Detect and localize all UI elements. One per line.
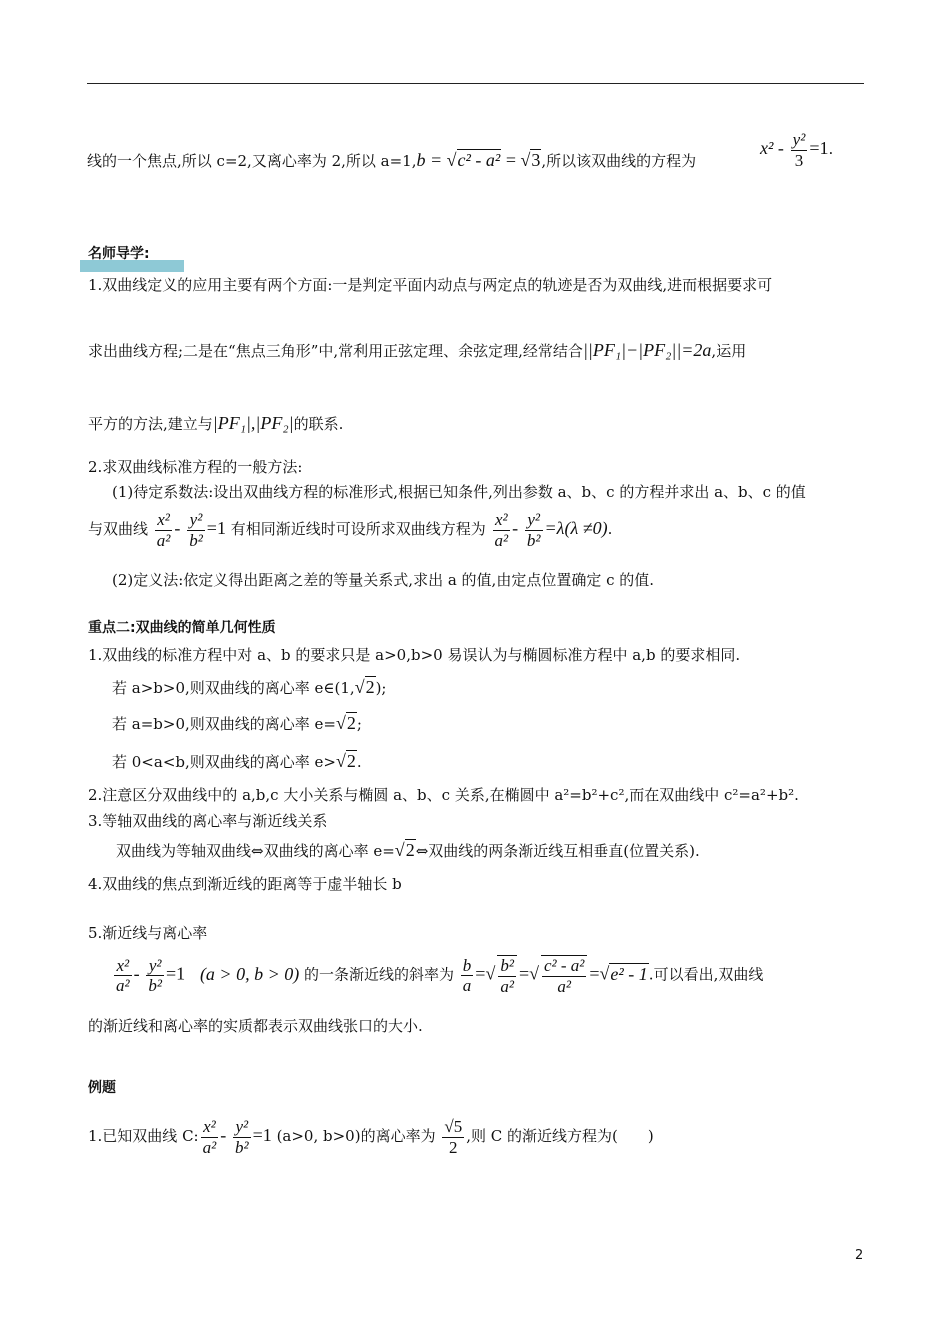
frac-y2-b2-c (146, 956, 164, 996)
key2-item1b: 若 a=b>0,则双曲线的离心率 e=√2; (112, 713, 362, 733)
frac-x2-a2 (155, 510, 173, 550)
frac-num: b² (500, 956, 514, 975)
i1a-post: ); (375, 679, 387, 697)
page-number: 2 (855, 1248, 864, 1263)
p2-1b-end: . (607, 520, 613, 539)
frac-den: a² (202, 1137, 217, 1157)
frac-num: x² (114, 956, 132, 977)
guide-p2-1: (1)待定系数法:设出双曲线方程的标准形式,根据已知条件,列出参数 a、b、c 的方程并求出 a、b、c 的值 (112, 483, 806, 501)
frac-x2-a2-c (114, 956, 132, 996)
frac-b-a (461, 956, 474, 996)
example-q1: 1.已知双曲线 C: $\frac{\text{x²}}{\text{a²}}$ - $\frac{\text{y²}}{\text{b²}}$ =1 (a>0, b>0)的离心率为 $\frac{√5}{2}$ ,则 C 的渐近线方程为( ) (88, 1117, 654, 1157)
example-heading: 例题 (88, 1080, 116, 1096)
guide-p2-2: (2)定义法:依定义得出距离之差的等量关系式,求出 a 的值,由定点位置确定 c 的值. (112, 571, 655, 589)
i5-cond: (a > 0, b > 0) (199, 963, 300, 984)
key2-item5: 5.渐近线与离心率 (88, 924, 208, 942)
frac-num: y² (233, 1117, 251, 1138)
key2-item1a: 若 a>b>0,则双曲线的离心率 e∈(1,√2); (112, 677, 387, 697)
frac-den: b² (148, 976, 162, 996)
frac-b2-a2 (497, 955, 517, 996)
frac-num: x² (155, 510, 173, 531)
p1-line3a: 平方的方法,建立与 (88, 415, 213, 433)
eq-equals: = (501, 150, 521, 170)
top-line: 线的一个焦点,所以 c=2,又离心率为 2,所以 a=1,b = √c² - a² = √3,所以该双曲线的方程为 (87, 150, 697, 170)
i5-text: 的一条渐近线的斜率为 (304, 965, 455, 984)
i1c-rad: 2 (346, 751, 356, 771)
key2-item2: 2.注意区分双曲线中的 a,b,c 大小关系与椭圆 a、b、c 关系,在椭圆中 a²=b²+c²,而在双曲线中 c²=a²+b². (88, 786, 799, 804)
frac-y2-b2 (187, 510, 205, 550)
key2-item5-line2: 的渐近线和离心率的实质都表示双曲线张口的大小. (88, 1017, 423, 1035)
i1b-pre: 若 a=b>0,则双曲线的离心率 e= (112, 715, 336, 733)
frac-num: b (462, 955, 472, 975)
i3a-post: ⇔双曲线的两条渐近线互相垂直(位置关系). (415, 842, 700, 860)
p1-line2b: ,运用 (711, 342, 747, 360)
guide-p2-title: 2.求双曲线标准方程的一般方法: (88, 458, 303, 476)
frac-num: y² (525, 510, 543, 531)
eq-sqrt3: 3 (531, 150, 541, 170)
top-text-b: ,所以该双曲线的方程为 (541, 152, 697, 170)
guide-heading: 名师导学: (88, 246, 150, 262)
frac-num: x² (201, 1117, 219, 1138)
key2-item1: 1.双曲线的标准方程中对 a、b 的要求只是 a>0,b>0 易误认为与椭圆标准方程中 a,b 的要求相同. (88, 646, 741, 664)
frac-num: y² (146, 956, 164, 977)
p2-1b-lambda: =λ(λ ≠0) (544, 518, 608, 539)
p1-line3b: 的联系. (293, 415, 344, 433)
frac-c2-a2 (541, 955, 587, 996)
frac-den: 2 (449, 1137, 458, 1157)
key2-item3a: 双曲线为等轴双曲线⇔双曲线的离心率 e=√2⇔双曲线的两条渐近线互相垂直(位置关系). (116, 840, 700, 860)
key2-item3: 3.等轴双曲线的离心率与渐近线关系 (88, 812, 328, 830)
i1a-rad: 2 (365, 677, 375, 697)
frac-y2-b2-d (233, 1117, 251, 1157)
frac-num: c² - a² (543, 956, 585, 975)
eq-frac-y2-3 (791, 130, 808, 170)
q1-mid: (a>0, b>0)的离心率为 (276, 1127, 436, 1146)
frac-y2-b2-b (525, 510, 543, 550)
frac-den: a² (557, 976, 571, 996)
eq-period: . (828, 140, 834, 159)
eq-end: =1 (809, 138, 829, 159)
eq-den: 3 (794, 150, 804, 170)
i1b-rad: 2 (346, 713, 356, 733)
frac-x2-a2-b (493, 510, 511, 550)
frac-den: a² (500, 976, 514, 996)
i3a-rad: 2 (405, 840, 415, 860)
frac-num: √5 (444, 1117, 463, 1136)
frac-num: x² (493, 510, 511, 531)
eq-x2: x² - (760, 138, 784, 159)
frac-den: a² (156, 530, 171, 550)
frac-sqrt5-2 (442, 1117, 464, 1157)
header-rule (87, 83, 864, 84)
frac-den: b² (235, 1137, 249, 1157)
frac-num: y² (187, 510, 205, 531)
frac-den: b² (526, 530, 541, 550)
eq-b: b = (416, 150, 447, 170)
i5-tail: .可以看出,双曲线 (648, 965, 764, 984)
e2-minus-1: e² - 1 (610, 963, 648, 984)
i1a-pre: 若 a>b>0,则双曲线的离心率 e∈(1, (112, 679, 355, 697)
eq-num: y² (792, 130, 806, 149)
i1b-post: ; (356, 715, 362, 733)
key2-item4: 4.双曲线的焦点到渐近线的距离等于虚半轴长 b (88, 875, 402, 893)
key2-item1c: 若 0<a<b,则双曲线的离心率 e>√2. (112, 751, 362, 771)
p1-line3-eq: |PF₁|,|PF₂| (212, 413, 294, 433)
p2-1b-b: 有相同渐近线时可设所求双曲线方程为 (230, 520, 486, 539)
guide-p2-1b: 与双曲线 $\frac{\text{x²}}{\text{a²}}$ - $\frac{\text{y²}}{\text{b²}}$ =1 有相同渐近线时可设所求双曲线方程为 $\frac{\text{x²}}{\text{a²}}$ - $\frac{\text{y²}}{\text{b²}}$ =λ(λ ≠0). (88, 510, 613, 550)
top-equation (760, 130, 833, 170)
q1-post: ,则 C 的渐近线方程为( ) (466, 1127, 654, 1146)
i1c-pre: 若 0<a<b,则双曲线的离心率 e> (112, 753, 336, 771)
key2-heading: 重点二:双曲线的简单几何性质 (88, 620, 276, 636)
p1-line2-eq: ||PF₁|−|PF₂||=2a (582, 340, 712, 360)
frac-den: a² (494, 530, 509, 550)
frac-x2-a2-d (201, 1117, 219, 1157)
q1-pre: 1.已知双曲线 C: (88, 1127, 199, 1146)
frac-den: b² (189, 530, 203, 550)
eq-radicand: c² - a² (457, 150, 501, 170)
p1-line2a: 求出曲线方程;二是在“焦点三角形”中,常利用正弦定理、余弦定理,经常结合 (88, 342, 583, 360)
top-text-a: 线的一个焦点,所以 c=2,又离心率为 2,所以 a=1, (87, 152, 417, 170)
guide-p1-line3 (88, 413, 343, 435)
guide-p1-line2 (88, 340, 746, 362)
i3a-pre: 双曲线为等轴双曲线⇔双曲线的离心率 e= (116, 842, 395, 860)
frac-den: a² (116, 976, 130, 996)
i1c-post: . (356, 753, 362, 771)
frac-den: a (462, 976, 472, 996)
p2-1b-a: 与双曲线 (88, 520, 149, 539)
key2-item5-eq: $\frac{\text{x²}}{\text{a²}}$ - $\frac{\text{y²}}{\text{b²}}$ =1 (a > 0, b > 0) 的一条渐近线的斜率为 $\frac{b}{a}$ =√ $\frac{\text{b²}}{\text{a²}}$ =√ $\frac{\text{c² - a²}}{\text{a²}}$ =√e² - 1.可以看出,双曲线 (116, 955, 764, 996)
guide-p1-line1: 1.双曲线定义的应用主要有两个方面:一是判定平面内动点与两定点的轨迹是否为双曲线,进而根据要求可 (88, 276, 773, 294)
